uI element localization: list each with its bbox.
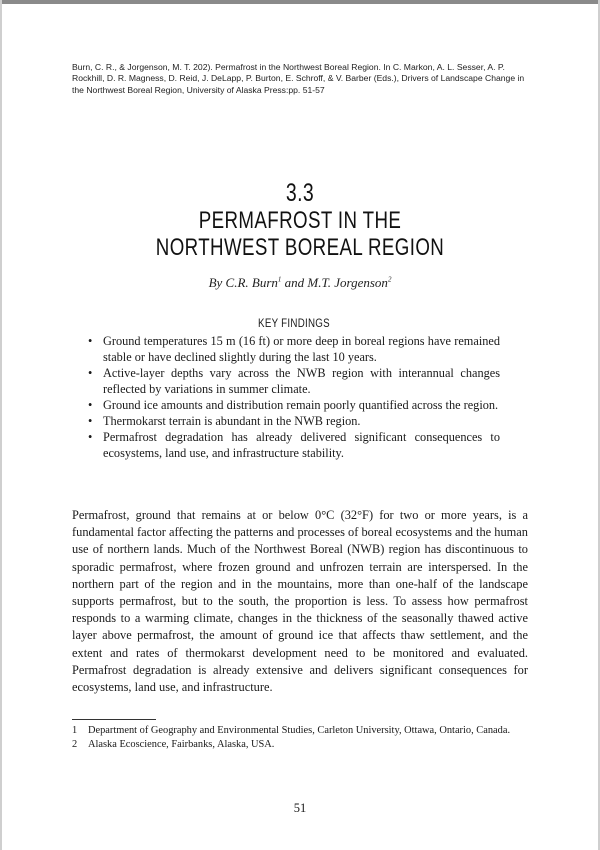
left-page-edge <box>0 0 2 850</box>
citation-header: Burn, C. R., & Jorgenson, M. T. 202). Permafrost in the Northwest Boreal Region. In C. Markon, A. L. Sesser, A. P. Rockhill, D. R. Magness, D. Reid, J. DeLapp, P. Burton, E. Schroff, & V. Barber (Eds.), Drivers of Landscape Change in the Northwest Boreal Region, University of Alaska Press:pp. 51-57 <box>72 62 525 95</box>
footnotes <box>72 724 528 752</box>
footnote-text: Department of Geography and Environmental Studies, Carleton University, Ottawa, Ontario, Canada. <box>88 725 511 736</box>
footnote-2 <box>72 738 528 752</box>
key-findings-section <box>88 318 500 461</box>
chapter-number: 3.3 <box>285 179 315 207</box>
page-number: 51 <box>293 801 307 815</box>
key-findings-heading: KEY FINDINGS <box>258 318 330 330</box>
bullet-icon: • <box>88 430 93 444</box>
chapter-title <box>66 207 534 261</box>
byline <box>0 275 600 291</box>
key-finding-item <box>88 413 500 429</box>
key-finding-item <box>88 333 500 365</box>
author-1: C.R. Burn <box>225 275 278 290</box>
footnote-text: Alaska Ecoscience, Fairbanks, Alaska, USA. <box>88 738 275 750</box>
bullet-icon: • <box>88 366 93 380</box>
body-paragraph: Permafrost, ground that remains at or below 0°C (32°F) for two or more years, is a fundamental factor affecting the patterns and processes of boreal ecosystems and the human use of northern lands. Much of the Northwest Boreal (NWB) region has discontinuous to sporadic permafrost, where frozen ground and unfrozen terrain are interspersed. In the northern part of the region and in the mountains, more than one-half of the landscape supports permafrost, but to the south, the proportion is less. To assess how permafrost responds to a warming climate, changes in the thickness of the seasonally thawed active layer above permafrost, the amount of ground ice that affects thaw settlement, and the extent and rates of thermokarst development need to be monitored and evaluated. Permafrost degradation is already extensive and delivers significant consequences for ecosystems, land use, and infrastructure. <box>72 508 528 695</box>
key-finding-text: Permafrost degradation has already delivered significant consequences to ecosystems, land use, and infrastructure stability. <box>103 430 500 460</box>
key-finding-text: Ground temperatures 15 m (16 ft) or more deep in boreal regions have remained stable or have declined slightly during the last 10 years. <box>103 334 500 364</box>
author-2-footnote-mark[interactable]: 2 <box>387 275 392 284</box>
bullet-icon: • <box>88 398 93 412</box>
byline-prefix: By <box>208 275 226 290</box>
key-finding-text: Active-layer depths vary across the NWB region with interannual changes reflected by variations in summer climate. <box>103 366 500 396</box>
byline-connector: and <box>281 275 308 290</box>
key-finding-item <box>88 365 500 397</box>
key-finding-text: Thermokarst terrain is abundant in the NWB region. <box>103 414 361 428</box>
bullet-icon: • <box>88 414 93 428</box>
key-finding-text: Ground ice amounts and distribution remain poorly quantified across the region. <box>103 398 499 412</box>
key-findings-list <box>88 333 500 461</box>
key-finding-item <box>88 397 500 413</box>
chapter-heading <box>0 180 600 291</box>
bullet-icon: • <box>88 334 93 348</box>
chapter-title-line-1: PERMAFROST IN THE <box>198 207 402 234</box>
footnote-number: 1 <box>72 725 78 736</box>
footnote-divider <box>72 719 156 720</box>
author-1-footnote-mark[interactable]: 1 <box>277 275 282 284</box>
author-2: M.T. Jorgenson <box>307 275 388 290</box>
footnote-number: 2 <box>72 738 78 750</box>
top-border <box>0 0 600 4</box>
chapter-title-line-2: NORTHWEST BOREAL REGION <box>155 234 445 261</box>
key-finding-item <box>88 429 500 461</box>
footnote-1 <box>72 724 528 738</box>
